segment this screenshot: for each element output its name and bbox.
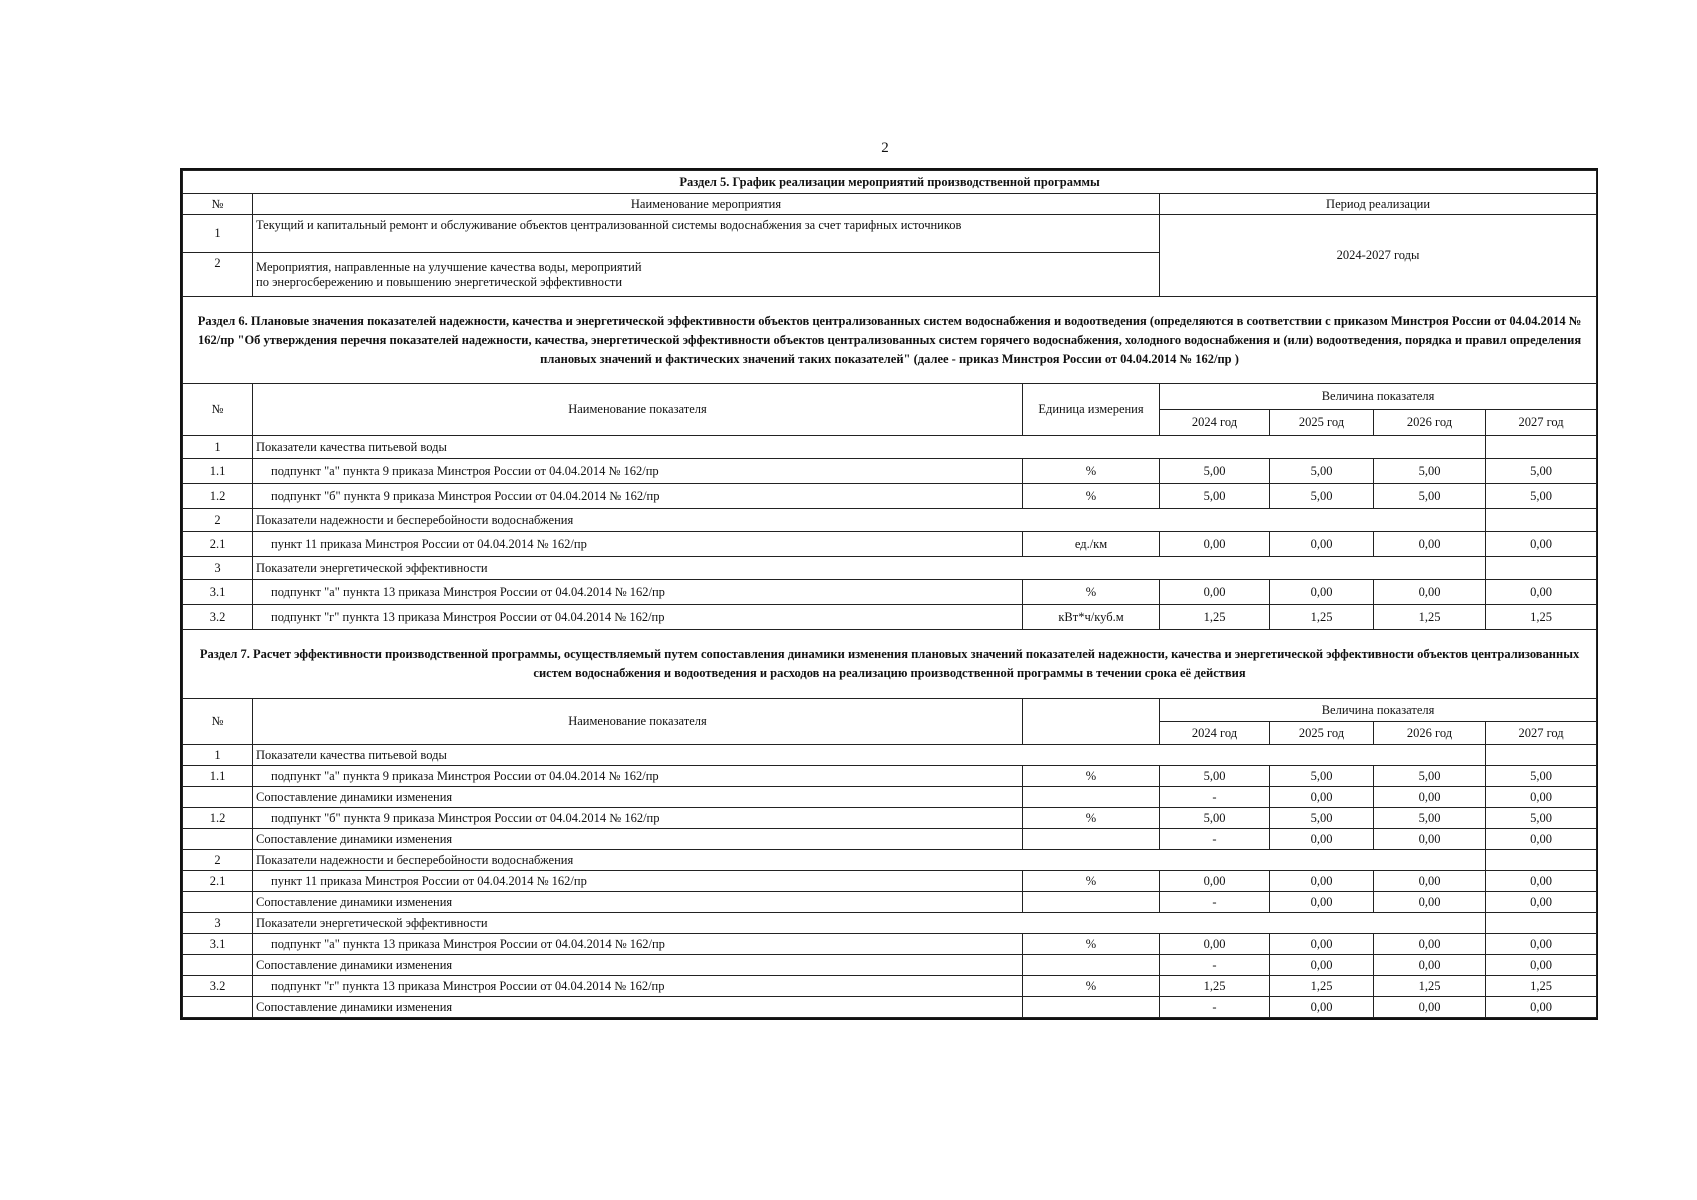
value-cell: 0,00 bbox=[1270, 934, 1374, 955]
section5-row-name-line1: Мероприятия, направленные на улучшение качества воды, мероприятий bbox=[256, 259, 642, 274]
unit-cell: ед./км bbox=[1023, 532, 1160, 557]
value-cell: 5,00 bbox=[1270, 484, 1374, 509]
empty-cell bbox=[1486, 913, 1597, 934]
section6-group-row bbox=[183, 509, 1597, 532]
indicator-name: подпункт "б" пункта 9 приказа Минстроя России от 04.04.2014 № 162/пр bbox=[253, 808, 1023, 829]
section7-group-row bbox=[183, 850, 1597, 871]
compare-value-cell: 0,00 bbox=[1374, 997, 1486, 1018]
section6-col-name: Наименование показателя bbox=[253, 384, 1023, 436]
section5-row-name-line2: по энергосбережению и повышению энергетической эффективности bbox=[256, 274, 623, 289]
row-number: 3 bbox=[183, 913, 253, 934]
section7-title: Раздел 7. Расчет эффективности производственной программы, осуществляемый путем сопоставления динамики изменения плановых значений показателей надежности, качества и энергетической эффективности объектов централизованных систем водоснабжения и водоотведения и расходов на реализацию производственной программы в течении срока её действия bbox=[183, 630, 1597, 699]
compare-value-cell: - bbox=[1160, 829, 1270, 850]
compare-label: Сопоставление динамики изменения bbox=[253, 892, 1023, 913]
value-cell: 1,25 bbox=[1374, 605, 1486, 630]
indicator-name: подпункт "г" пункта 13 приказа Минстроя России от 04.04.2014 № 162/пр bbox=[253, 976, 1023, 997]
unit-cell: % bbox=[1023, 484, 1160, 509]
section7-group-row bbox=[183, 913, 1597, 934]
value-cell: 5,00 bbox=[1160, 766, 1270, 787]
unit-cell: % bbox=[1023, 766, 1160, 787]
compare-value-cell: 0,00 bbox=[1374, 955, 1486, 976]
value-cell: 5,00 bbox=[1486, 459, 1597, 484]
row-number: 3.2 bbox=[183, 976, 253, 997]
section5-col-name: Наименование мероприятия bbox=[253, 194, 1160, 215]
row-number: 1 bbox=[183, 436, 253, 459]
section6-indicator-row bbox=[183, 532, 1597, 557]
empty-cell bbox=[183, 829, 253, 850]
value-cell: 1,25 bbox=[1374, 976, 1486, 997]
section5-header-row bbox=[183, 194, 1597, 215]
value-cell: 5,00 bbox=[1374, 766, 1486, 787]
empty-cell bbox=[183, 955, 253, 976]
section5-row-name: Текущий и капитальный ремонт и обслуживание объектов централизованной системы водоснабжения за счет тарифных источников bbox=[253, 215, 1160, 253]
section7-year-2026: 2026 год bbox=[1374, 722, 1486, 745]
section6-indicator-row bbox=[183, 605, 1597, 630]
section7-compare-row bbox=[183, 955, 1597, 976]
empty-cell bbox=[1486, 850, 1597, 871]
section7-col-unit bbox=[1023, 699, 1160, 745]
section6-group-row bbox=[183, 436, 1597, 459]
section5-title: Раздел 5. График реализации мероприятий производственной программы bbox=[183, 171, 1597, 194]
indicator-name: подпункт "а" пункта 9 приказа Минстроя России от 04.04.2014 № 162/пр bbox=[253, 766, 1023, 787]
value-cell: 5,00 bbox=[1160, 484, 1270, 509]
main-table bbox=[182, 170, 1597, 1018]
value-cell: 1,25 bbox=[1160, 605, 1270, 630]
indicator-name: подпункт "г" пункта 13 приказа Минстроя России от 04.04.2014 № 162/пр bbox=[253, 605, 1023, 630]
row-number: 2 bbox=[183, 509, 253, 532]
row-number: 2.1 bbox=[183, 532, 253, 557]
empty-cell bbox=[183, 892, 253, 913]
value-cell: 0,00 bbox=[1160, 934, 1270, 955]
section6-title: Раздел 6. Плановые значения показателей надежности, качества и энергетической эффективности объектов централизованных систем водоснабжения и водоотведения (определяются в соответствии с приказом Минстроя России от 04.04.2014 № 162/пр "Об утверждения перечня показателей надежности, качества, энергетической эффективности объектов централизованных систем горячего водоснабжения, холодного водоснабжения и (или) водоотведения, порядка и правил определения плановых значений и фактических значений таких показателей" (далее - приказ Минстроя России от 04.04.2014 № 162/пр ) bbox=[183, 297, 1597, 384]
value-cell: 0,00 bbox=[1486, 532, 1597, 557]
value-cell: 1,25 bbox=[1160, 976, 1270, 997]
section7-indicator-row bbox=[183, 766, 1597, 787]
row-number: 3.2 bbox=[183, 605, 253, 630]
section7-compare-row bbox=[183, 787, 1597, 808]
compare-label: Сопоставление динамики изменения bbox=[253, 997, 1023, 1018]
value-cell: 1,25 bbox=[1486, 605, 1597, 630]
unit-cell: кВт*ч/куб.м bbox=[1023, 605, 1160, 630]
indicator-name: пункт 11 приказа Минстроя России от 04.04.2014 № 162/пр bbox=[253, 532, 1023, 557]
section6-year-2027: 2027 год bbox=[1486, 410, 1597, 436]
section5-row-num: 1 bbox=[183, 215, 253, 253]
section6-year-2024: 2024 год bbox=[1160, 410, 1270, 436]
row-number: 1.2 bbox=[183, 808, 253, 829]
row-number: 1 bbox=[183, 745, 253, 766]
empty-cell bbox=[183, 997, 253, 1018]
value-cell: 0,00 bbox=[1270, 871, 1374, 892]
section7-year-2027: 2027 год bbox=[1486, 722, 1597, 745]
document-frame bbox=[180, 168, 1598, 1020]
section7-compare-row bbox=[183, 829, 1597, 850]
empty-cell bbox=[1486, 557, 1597, 580]
compare-label: Сопоставление динамики изменения bbox=[253, 829, 1023, 850]
value-cell: 1,25 bbox=[1270, 605, 1374, 630]
row-number: 3 bbox=[183, 557, 253, 580]
indicator-name: пункт 11 приказа Минстроя России от 04.04.2014 № 162/пр bbox=[253, 871, 1023, 892]
section5-period: 2024-2027 годы bbox=[1160, 215, 1597, 297]
row-number: 3.1 bbox=[183, 580, 253, 605]
section7-compare-row bbox=[183, 892, 1597, 913]
section5-row-name bbox=[253, 253, 1160, 297]
section6-col-value: Величина показателя bbox=[1160, 384, 1597, 410]
group-name: Показатели качества питьевой воды bbox=[253, 745, 1486, 766]
row-number: 1.1 bbox=[183, 766, 253, 787]
group-name: Показатели энергетической эффективности bbox=[253, 913, 1486, 934]
unit-cell: % bbox=[1023, 934, 1160, 955]
indicator-name: подпункт "а" пункта 13 приказа Минстроя России от 04.04.2014 № 162/пр bbox=[253, 934, 1023, 955]
section5-row-1 bbox=[183, 215, 1597, 253]
row-number: 3.1 bbox=[183, 934, 253, 955]
empty-cell bbox=[1023, 787, 1160, 808]
indicator-name: подпункт "а" пункта 9 приказа Минстроя России от 04.04.2014 № 162/пр bbox=[253, 459, 1023, 484]
section6-group-row bbox=[183, 557, 1597, 580]
empty-cell bbox=[1023, 955, 1160, 976]
section7-group-row bbox=[183, 745, 1597, 766]
section7-col-num: № bbox=[183, 699, 253, 745]
row-number: 1.2 bbox=[183, 484, 253, 509]
unit-cell: % bbox=[1023, 871, 1160, 892]
value-cell: 5,00 bbox=[1160, 808, 1270, 829]
row-number: 1.1 bbox=[183, 459, 253, 484]
value-cell: 5,00 bbox=[1486, 808, 1597, 829]
section6-col-num: № bbox=[183, 384, 253, 436]
value-cell: 5,00 bbox=[1486, 484, 1597, 509]
empty-cell bbox=[1023, 997, 1160, 1018]
section5-title-row bbox=[183, 171, 1597, 194]
compare-value-cell: 0,00 bbox=[1374, 787, 1486, 808]
unit-cell: % bbox=[1023, 808, 1160, 829]
value-cell: 0,00 bbox=[1374, 580, 1486, 605]
value-cell: 0,00 bbox=[1374, 871, 1486, 892]
value-cell: 0,00 bbox=[1486, 871, 1597, 892]
section6-col-unit: Единица измерения bbox=[1023, 384, 1160, 436]
compare-value-cell: - bbox=[1160, 787, 1270, 808]
value-cell: 0,00 bbox=[1160, 580, 1270, 605]
section5-col-num: № bbox=[183, 194, 253, 215]
compare-value-cell: 0,00 bbox=[1486, 787, 1597, 808]
compare-value-cell: 0,00 bbox=[1270, 787, 1374, 808]
compare-value-cell: 0,00 bbox=[1270, 955, 1374, 976]
value-cell: 5,00 bbox=[1374, 484, 1486, 509]
compare-value-cell: 0,00 bbox=[1486, 829, 1597, 850]
section7-indicator-row bbox=[183, 934, 1597, 955]
section5-col-period: Период реализации bbox=[1160, 194, 1597, 215]
section7-indicator-row bbox=[183, 976, 1597, 997]
section7-indicator-row bbox=[183, 808, 1597, 829]
value-cell: 5,00 bbox=[1160, 459, 1270, 484]
section7-indicator-row bbox=[183, 871, 1597, 892]
row-number: 2.1 bbox=[183, 871, 253, 892]
empty-cell bbox=[1486, 745, 1597, 766]
section6-year-2026: 2026 год bbox=[1374, 410, 1486, 436]
section7-year-2024: 2024 год bbox=[1160, 722, 1270, 745]
unit-cell: % bbox=[1023, 459, 1160, 484]
section7-year-2025: 2025 год bbox=[1270, 722, 1374, 745]
compare-value-cell: - bbox=[1160, 997, 1270, 1018]
empty-cell bbox=[1023, 829, 1160, 850]
compare-value-cell: 0,00 bbox=[1486, 955, 1597, 976]
section7-title-row bbox=[183, 630, 1597, 699]
value-cell: 0,00 bbox=[1486, 580, 1597, 605]
group-name: Показатели качества питьевой воды bbox=[253, 436, 1486, 459]
compare-value-cell: 0,00 bbox=[1374, 829, 1486, 850]
group-name: Показатели энергетической эффективности bbox=[253, 557, 1486, 580]
section5-row-num: 2 bbox=[183, 253, 253, 297]
compare-label: Сопоставление динамики изменения bbox=[253, 955, 1023, 976]
section7-compare-row bbox=[183, 997, 1597, 1018]
section6-indicator-row bbox=[183, 459, 1597, 484]
value-cell: 5,00 bbox=[1270, 766, 1374, 787]
empty-cell bbox=[1486, 436, 1597, 459]
indicator-name: подпункт "б" пункта 9 приказа Минстроя России от 04.04.2014 № 162/пр bbox=[253, 484, 1023, 509]
row-number: 2 bbox=[183, 850, 253, 871]
value-cell: 0,00 bbox=[1374, 532, 1486, 557]
section7-header-row-1 bbox=[183, 699, 1597, 722]
page-number: 2 bbox=[881, 140, 889, 156]
value-cell: 0,00 bbox=[1270, 580, 1374, 605]
value-cell: 5,00 bbox=[1374, 459, 1486, 484]
group-name: Показатели надежности и бесперебойности водоснабжения bbox=[253, 509, 1486, 532]
compare-label: Сопоставление динамики изменения bbox=[253, 787, 1023, 808]
compare-value-cell: 0,00 bbox=[1486, 892, 1597, 913]
section6-header-row-1 bbox=[183, 384, 1597, 410]
indicator-name: подпункт "а" пункта 13 приказа Минстроя России от 04.04.2014 № 162/пр bbox=[253, 580, 1023, 605]
section6-indicator-row bbox=[183, 580, 1597, 605]
value-cell: 5,00 bbox=[1374, 808, 1486, 829]
unit-cell: % bbox=[1023, 976, 1160, 997]
value-cell: 0,00 bbox=[1160, 871, 1270, 892]
section6-year-2025: 2025 год bbox=[1270, 410, 1374, 436]
empty-cell bbox=[1486, 509, 1597, 532]
section7-col-value: Величина показателя bbox=[1160, 699, 1597, 722]
compare-value-cell: 0,00 bbox=[1270, 892, 1374, 913]
value-cell: 1,25 bbox=[1486, 976, 1597, 997]
value-cell: 5,00 bbox=[1270, 808, 1374, 829]
value-cell: 5,00 bbox=[1486, 766, 1597, 787]
value-cell: 1,25 bbox=[1270, 976, 1374, 997]
value-cell: 0,00 bbox=[1486, 934, 1597, 955]
compare-value-cell: 0,00 bbox=[1270, 997, 1374, 1018]
empty-cell bbox=[1023, 892, 1160, 913]
value-cell: 0,00 bbox=[1374, 934, 1486, 955]
section7-col-name: Наименование показателя bbox=[253, 699, 1023, 745]
unit-cell: % bbox=[1023, 580, 1160, 605]
compare-value-cell: 0,00 bbox=[1374, 892, 1486, 913]
empty-cell bbox=[183, 787, 253, 808]
value-cell: 5,00 bbox=[1270, 459, 1374, 484]
compare-value-cell: 0,00 bbox=[1486, 997, 1597, 1018]
group-name: Показатели надежности и бесперебойности водоснабжения bbox=[253, 850, 1486, 871]
compare-value-cell: - bbox=[1160, 955, 1270, 976]
compare-value-cell: - bbox=[1160, 892, 1270, 913]
value-cell: 0,00 bbox=[1160, 532, 1270, 557]
section6-title-row bbox=[183, 297, 1597, 384]
value-cell: 0,00 bbox=[1270, 532, 1374, 557]
compare-value-cell: 0,00 bbox=[1270, 829, 1374, 850]
section6-indicator-row bbox=[183, 484, 1597, 509]
